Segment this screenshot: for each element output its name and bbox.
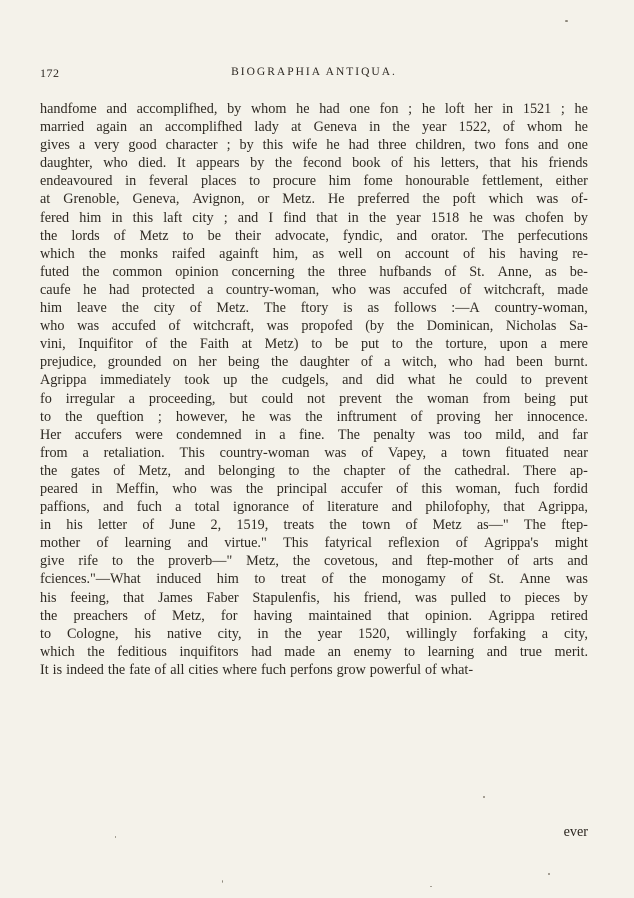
text-line: the gates of Metz, and belonging to the chapter of the cathedral. There ap- bbox=[40, 462, 588, 479]
page-header bbox=[40, 66, 588, 86]
text-line: the lords of Metz to be their advocate, fyndic, and orator. The perfecutions bbox=[40, 227, 588, 244]
paper-speck bbox=[565, 20, 568, 22]
text-line: endeavoured in feveral places to procure him fome honourable fettlement, either bbox=[40, 173, 588, 190]
text-line: paffions, and fuch a total ignorance of literature and philofophy, that Agrippa, bbox=[40, 499, 588, 516]
text-line: at Grenoble, Geneva, Avignon, or Metz. He preferred the poft which was of- bbox=[40, 191, 588, 208]
body-text bbox=[40, 100, 588, 679]
page-number: 172 bbox=[40, 66, 60, 80]
text-line: him leave the city of Metz. The ftory is as follows :—A country-woman, bbox=[40, 300, 588, 317]
text-line: fered him in this laft city ; and I find that in the year 1518 he was chofen by bbox=[40, 209, 588, 226]
text-line: It is indeed the fate of all cities where fuch perfons grow powerful of what- bbox=[40, 661, 474, 678]
text-line: fo irregular a proceeding, but could not prevent the woman from being put bbox=[40, 390, 588, 407]
text-line: married again an accomplifhed lady at Geneva in the year 1522, of whom he bbox=[40, 119, 588, 136]
catchword: ever bbox=[563, 824, 588, 840]
text-line: daughter, who died. It appears by the fecond book of his letters, that his friends bbox=[40, 155, 588, 172]
running-head: BIOGRAPHIA ANTIQUA. bbox=[231, 66, 397, 78]
text-line: fciences."—What induced him to treat of the monogamy of St. Anne was bbox=[40, 571, 588, 588]
text-line: his feeing, that James Faber Stapulenfis, his friend, was pulled to pieces by bbox=[40, 589, 588, 606]
text-line: to the queftion ; however, he was the inftrument of proving her innocence. bbox=[40, 408, 588, 425]
text-line: handfome and accomplifhed, by whom he had one fon ; he loft her in 1521 ; he bbox=[40, 101, 588, 117]
text-line: futed the common opinion concerning the three hufbands of St. Anne, as be- bbox=[40, 263, 588, 280]
paper-speck bbox=[222, 880, 223, 883]
text-line: in his letter of June 2, 1519, treats the town of Metz as—" The ftep- bbox=[40, 517, 588, 534]
text-line: from a retaliation. This country-woman was of Vapey, a town fituated near bbox=[40, 444, 588, 461]
paper-speck bbox=[548, 873, 550, 875]
text-line: mother of learning and virtue." This fatyrical reflexion of Agrippa's might bbox=[40, 535, 588, 552]
text-line: Her accufers were condemned in a fine. The penalty was too mild, and far bbox=[40, 426, 588, 443]
text-line: gives a very good character ; by this wife he had three children, two fons and one bbox=[40, 137, 588, 154]
text-line: vini, Inquifitor of the Faith at Metz) to be put to the torture, upon a mere bbox=[40, 336, 588, 353]
text-line: which the feditious inquifitors had made an enemy to learning and true merit. bbox=[40, 643, 588, 660]
text-line: peared in Meffin, who was the principal accufer of this woman, fuch fordid bbox=[40, 480, 588, 497]
text-line: prejudice, grounded on her being the daughter of a witch, who had been burnt. bbox=[40, 354, 588, 371]
paper-speck bbox=[483, 796, 485, 798]
text-line: the preachers of Metz, for having maintained that opinion. Agrippa retired bbox=[40, 607, 588, 624]
text-line: caufe he had protected a country-woman, who was accufed of witchcraft, made bbox=[40, 281, 588, 298]
paper-speck bbox=[430, 886, 432, 887]
text-line: Agrippa immediately took up the cudgels, and did what he could to prevent bbox=[40, 372, 588, 389]
text-line: which the monks raifed againft him, as well on account of his having re- bbox=[40, 245, 588, 262]
paper-speck bbox=[115, 836, 116, 838]
text-line: to Cologne, his native city, in the year 1520, willingly forfaking a city, bbox=[40, 625, 588, 642]
text-line: who was accufed of witchcraft, was propofed (by the Dominican, Nicholas Sa- bbox=[40, 318, 588, 335]
text-line: give rife to the proverb—" Metz, the covetous, and ftep-mother of arts and bbox=[40, 553, 588, 570]
